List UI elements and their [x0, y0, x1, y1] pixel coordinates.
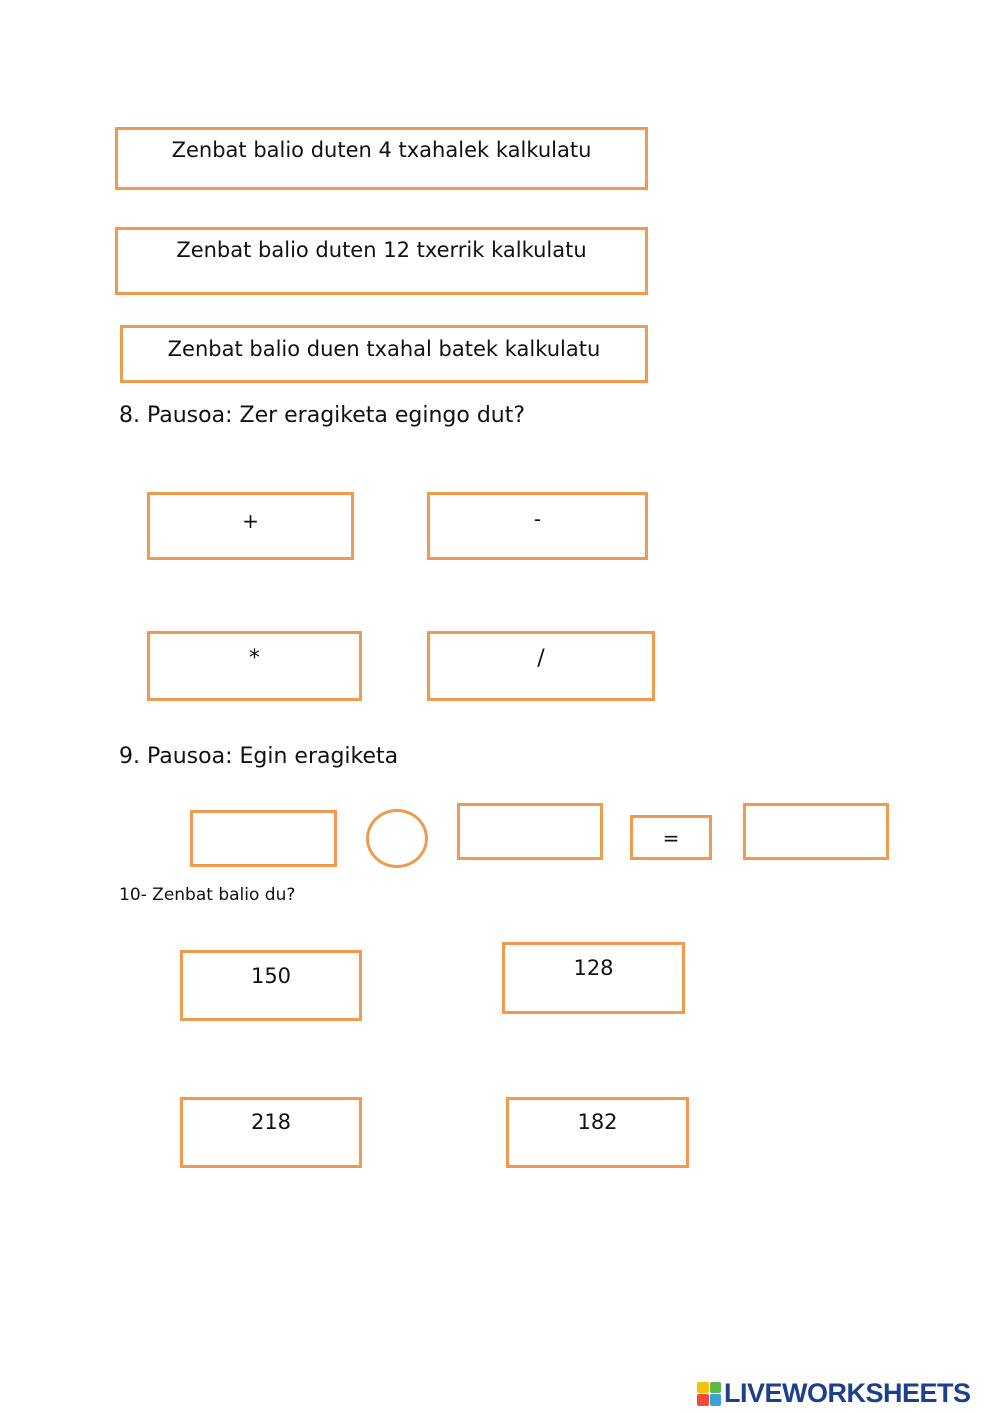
- answer-box-218[interactable]: [180, 1097, 362, 1168]
- answer-label: 182: [577, 1110, 618, 1134]
- operator-label: /: [537, 646, 545, 671]
- operand-1-input[interactable]: [190, 810, 337, 867]
- option-label: Zenbat balio duten 4 txahalek kalkulatu: [171, 138, 592, 162]
- answer-label: 128: [573, 956, 614, 980]
- operator-label: -: [533, 507, 542, 531]
- option-label: Zenbat balio duten 12 txerrik kalkulatu: [176, 238, 587, 262]
- operator-multiply-box[interactable]: [147, 631, 362, 701]
- answer-label: 150: [250, 964, 292, 988]
- option-box-12-txerri[interactable]: [115, 227, 648, 295]
- option-box-4-txahal[interactable]: [115, 127, 648, 190]
- operator-divide-box[interactable]: [427, 631, 655, 701]
- option-box-txahal-bat[interactable]: [120, 325, 648, 383]
- step9-heading: 9. Pausoa: Egin eragiketa: [119, 744, 399, 769]
- answer-box-150[interactable]: [180, 950, 362, 1021]
- operator-plus-box[interactable]: [147, 492, 354, 560]
- result-input[interactable]: [743, 803, 889, 860]
- operand-2-input[interactable]: [457, 803, 603, 860]
- equals-sign: =: [662, 825, 680, 850]
- step10-heading: 10- Zenbat balio du?: [119, 885, 296, 905]
- liveworksheets-logo: [697, 1378, 971, 1409]
- answer-box-182[interactable]: [506, 1097, 689, 1168]
- equals-sign-box: [630, 815, 712, 860]
- step8-heading: 8. Pausoa: Zer eragiketa egingo dut?: [119, 403, 526, 428]
- liveworksheets-brand-text: LIVEWORKSHEETS: [724, 1378, 971, 1408]
- operator-label: +: [242, 509, 259, 533]
- operator-drop-circle[interactable]: [366, 809, 428, 868]
- option-label: Zenbat balio duen txahal batek kalkulatu: [167, 337, 601, 361]
- answer-label: 218: [250, 1110, 292, 1134]
- operator-minus-box[interactable]: [427, 492, 648, 560]
- answer-box-128[interactable]: [502, 942, 685, 1014]
- operator-label: *: [249, 646, 260, 671]
- liveworksheets-logo-icon: [697, 1382, 721, 1406]
